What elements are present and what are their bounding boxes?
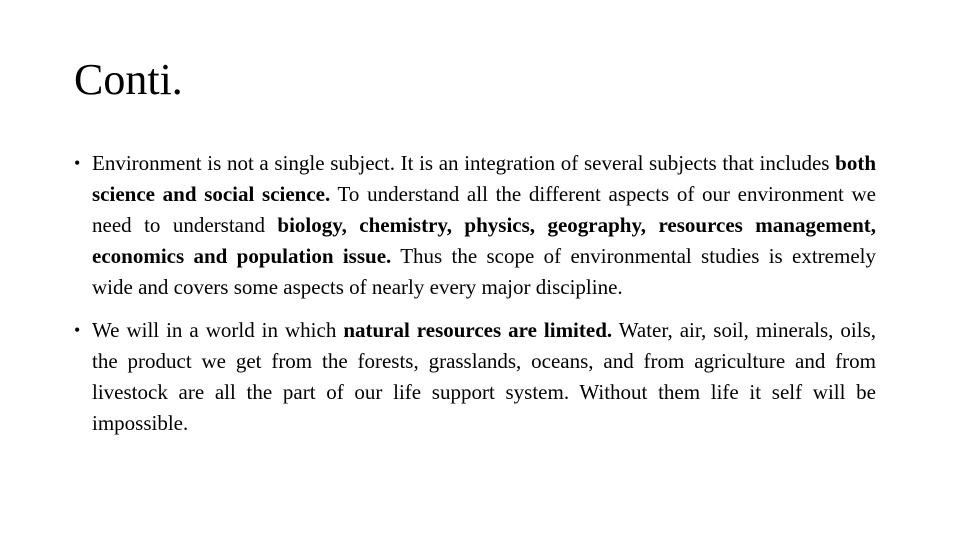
bullet-item <box>74 148 876 303</box>
bullet-text-segment: We will in a world in which <box>92 318 344 342</box>
bullet-marker: • <box>74 153 81 173</box>
bullet-text-segment: To understand all the different aspects of our environment we need to understand <box>92 182 876 237</box>
slide-title: Conti. <box>74 55 183 104</box>
bullet-list <box>74 148 876 439</box>
bullet-marker: • <box>74 320 81 340</box>
bullet-bold-segment: biology, chemistry, physics, geography, resources management, economics and population issue. <box>92 213 876 268</box>
bullet-bold-segment: both science and social science. <box>92 151 876 206</box>
bullet-item <box>74 315 876 439</box>
bullet-text-segment: Thus the scope of environmental studies is extremely wide and covers some aspects of nearly every major discipline. <box>92 244 876 299</box>
bullet-text-segment: Environment is not a single subject. It is an integration of several subjects that includes <box>92 151 836 175</box>
bullet-bold-segment: natural resources are limited. <box>343 318 613 342</box>
bullet-text-segment: Water, air, soil, minerals, oils, the product we get from the forests, grasslands, oceans, and from agriculture and from livestock are all the part of our life support system. Without them life it self will be impossible. <box>92 318 876 435</box>
